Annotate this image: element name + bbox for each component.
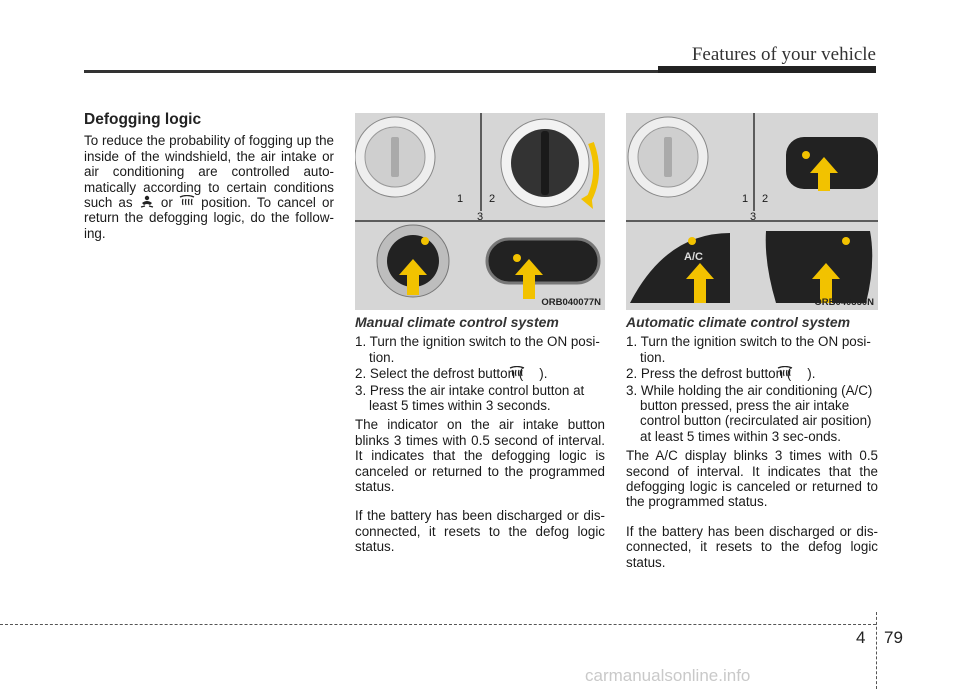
- defrost-icon: [523, 366, 539, 380]
- manual-label-1: 1: [457, 193, 464, 205]
- manual-step-1: 1. Turn the ignition switch to the ON posi-tion.: [355, 334, 600, 365]
- intro-text-b: position. To cancel or return the defogging logic, do the follow-ing.: [84, 195, 334, 241]
- manual-para-2: If the battery has been discharged or dis-connected, it resets to the defog logic status.: [355, 508, 605, 555]
- auto-label-3: 3: [750, 211, 757, 223]
- automatic-section: [626, 315, 878, 570]
- ac-button-graphic: [630, 233, 730, 303]
- manual-step-3: 3. Press the air intake control button at least 5 times within 3 seconds.: [355, 382, 585, 414]
- auto-ac-text: A/C: [684, 251, 703, 263]
- manual-title: Manual climate control system: [355, 314, 559, 330]
- automatic-steps: [626, 334, 878, 444]
- automatic-step-2: 2. Press the defrost button ( ).: [626, 366, 816, 382]
- defrost-button-graphic: [786, 137, 878, 191]
- automatic-para-1: The A/C display blinks 3 times with 0.5 second of interval. It indicates that the defogging logic is canceled or returned to the programmed status.: [626, 448, 878, 510]
- automatic-step-3: 3. While holding the air conditioning (A/C) button pressed, press the air intake control button (recirculated air position) at least 5 times within 3 sec-onds.: [626, 382, 873, 444]
- automatic-image-code: ORB040350N: [814, 297, 874, 308]
- footer-divider: [876, 612, 877, 689]
- chapter-number: 4: [856, 628, 866, 647]
- manual-step-2: 2. Select the defrost button ( ).: [355, 366, 548, 382]
- automatic-title: Automatic climate control system: [626, 314, 851, 330]
- auto-label-2: 2: [762, 193, 769, 205]
- section-intro: [84, 133, 334, 241]
- header-rule-accent: [658, 66, 876, 73]
- automatic-climate-diagram: [626, 113, 878, 310]
- ac-button-graphic: [377, 225, 449, 297]
- watermark: carmanualsonline.info: [585, 666, 751, 685]
- mode-knob-graphic: [501, 119, 596, 209]
- manual-label-2: 2: [489, 193, 496, 205]
- defogging-section: [84, 112, 334, 241]
- intro-text-a: To reduce the probability of fogging up the inside of the windshield, the air intake or air conditioning are controlled auto-matically according to certain conditions such as: [84, 133, 334, 211]
- section-title: Defogging logic: [84, 111, 202, 128]
- defrost-icon: [791, 366, 807, 380]
- manual-para-1: The indicator on the air intake button blinks 3 times with 0.5 second of interval. It indicates that the defogging logic is canceled or returned to the programmed status.: [355, 417, 605, 495]
- manual-climate-diagram: [355, 113, 605, 310]
- manual-section: [355, 315, 605, 555]
- automatic-para-2: If the battery has been discharged or dis-connected, it resets to the defog logic status.: [626, 523, 878, 570]
- page-number: 79: [884, 628, 903, 647]
- defrost-icon: [179, 195, 195, 209]
- manual-image-code: ORB040077N: [541, 297, 601, 308]
- header-title: Features of your vehicle: [691, 44, 876, 65]
- face-floor-mode-icon: [139, 195, 155, 209]
- manual-label-3: 3: [477, 211, 484, 223]
- manual-steps: [355, 334, 605, 413]
- footer-rule: [0, 624, 876, 625]
- ignition-switch-graphic: [355, 117, 435, 197]
- ignition-switch-graphic: [628, 117, 708, 197]
- air-intake-button-graphic: [487, 239, 599, 299]
- intro-text-or: or: [160, 195, 173, 211]
- air-intake-button-graphic: [766, 231, 873, 303]
- auto-label-1: 1: [742, 193, 749, 205]
- automatic-step-1: 1. Turn the ignition switch to the ON posi-tion.: [626, 334, 871, 365]
